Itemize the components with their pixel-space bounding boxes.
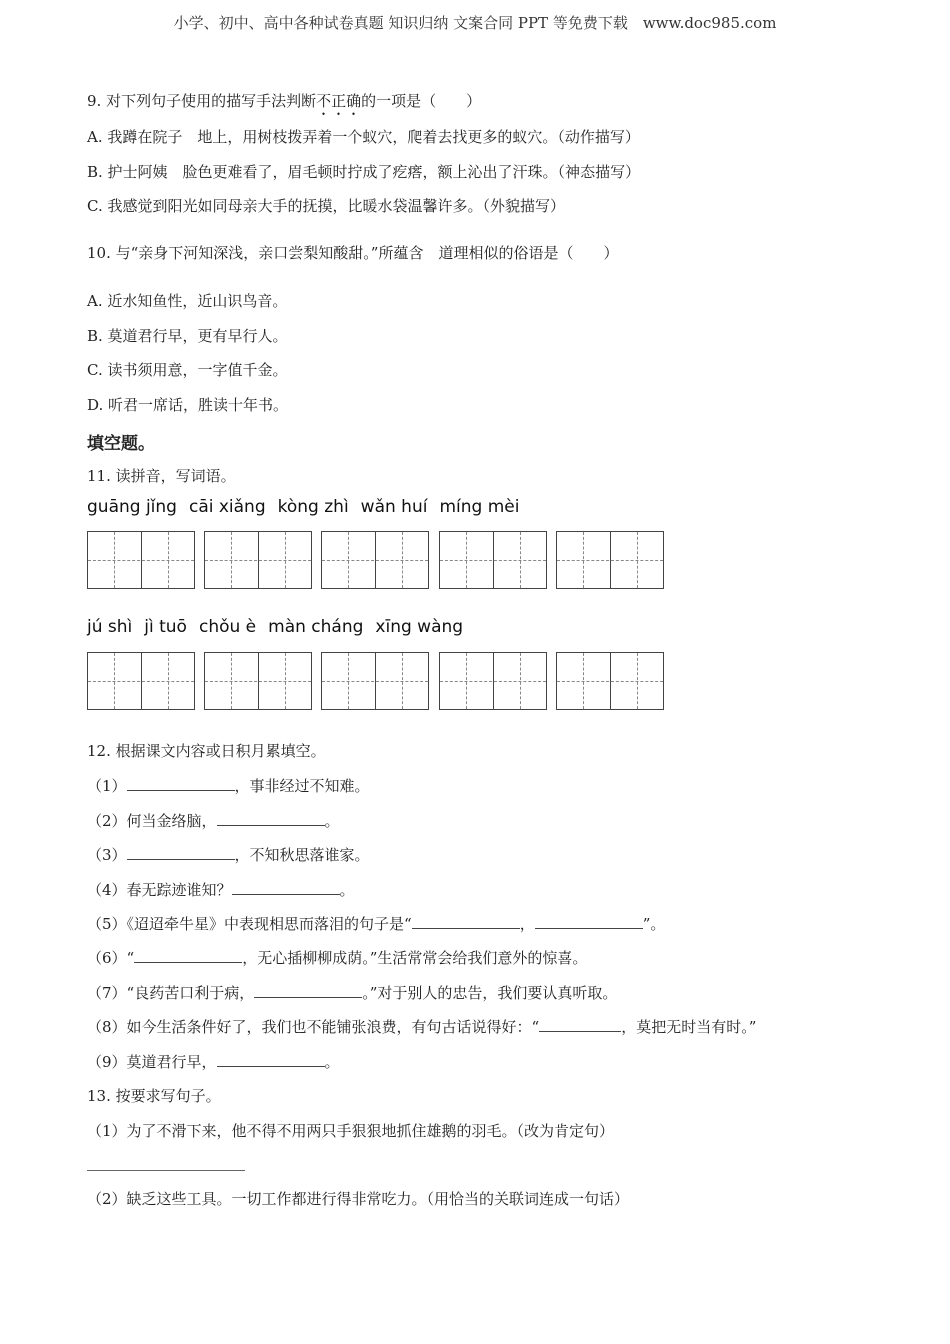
q9-option-b: B. 护士阿姨 脸色更难看了，眉毛顿时拧成了疙瘩，额上沁出了汗珠。（神态描写） — [87, 163, 641, 181]
q12-item-3: （3） ，不知秋思落谁家。 — [87, 846, 370, 864]
q12-item-9: （9）莫道君行早， 。 — [87, 1053, 340, 1071]
writing-grid[interactable] — [87, 652, 195, 710]
writing-grid[interactable] — [439, 652, 547, 710]
pinyin: xīng wàng — [375, 617, 464, 637]
writing-grid[interactable] — [439, 531, 547, 589]
answer-blank[interactable] — [127, 776, 235, 791]
pinyin-row-1 — [87, 497, 531, 517]
writing-grid[interactable] — [87, 531, 195, 589]
question-10-stem: 10. 与“亲身下河知深浅，亲口尝梨知酸甜。”所蕴含 道理相似的俗语是（ ） — [87, 244, 619, 262]
pinyin: cāi xiǎng — [188, 497, 266, 517]
answer-blank[interactable] — [254, 983, 362, 998]
q12-item-5: （5）《迢迢牵牛星》中表现相思而落泪的句子是“ ， ”。 — [87, 915, 666, 933]
pinyin: chǒu è — [198, 617, 257, 637]
q10-option-c: C. 读书须用意，一字值千金。 — [87, 361, 288, 379]
q9-stem-emphasis: 不正确 — [316, 92, 362, 110]
q10-option-a: A. 近水知鱼性，近山识鸟音。 — [87, 292, 288, 310]
q13-sentence-2: （2）缺乏这些工具。一切工作都进行得非常吃力。（用恰当的关联词连成一句话） — [87, 1190, 630, 1208]
pinyin: guāng jǐng — [87, 497, 177, 517]
answer-blank[interactable] — [535, 914, 643, 929]
answer-blank[interactable] — [539, 1017, 621, 1032]
answer-blank[interactable] — [127, 845, 235, 860]
writing-grid[interactable] — [556, 652, 664, 710]
pinyin: màn cháng — [268, 617, 364, 637]
writing-grid[interactable] — [204, 531, 312, 589]
q9-option-a: A. 我蹲在院子 地上，用树枝拨弄着一个蚁穴，爬着去找更多的蚁穴。（动作描写） — [87, 128, 640, 146]
question-9-stem — [87, 90, 481, 119]
pinyin: jú shì — [87, 617, 133, 637]
pinyin: jì tuō — [144, 617, 187, 637]
q9-stem-pre: 9. 对下列句子使用的描写手法判断 — [87, 92, 317, 110]
q10-option-b: B. 莫道君行早，更有早行人。 — [87, 327, 288, 345]
pinyin: kòng zhì — [277, 497, 349, 517]
writing-grid[interactable] — [321, 531, 429, 589]
q12-item-2: （2）何当金络脑， 。 — [87, 812, 340, 830]
pinyin: wǎn huí — [360, 497, 428, 517]
question-13-stem: 13. 按要求写句子。 — [87, 1087, 221, 1105]
answer-line[interactable] — [87, 1170, 245, 1171]
writing-grid[interactable] — [204, 652, 312, 710]
q12-item-6: （6）“ ，无心插柳柳成荫。”生活常常会给我们意外的惊喜。 — [87, 949, 588, 967]
question-12-stem: 12. 根据课文内容或日积月累填空。 — [87, 742, 326, 760]
q10-option-d: D. 听君一席话，胜读十年书。 — [87, 396, 289, 414]
q9-option-c: C. 我感觉到阳光如同母亲大手的抚摸，比暖水袋温馨许多。（外貌描写） — [87, 197, 565, 215]
q12-item-4: （4）春无踪迹谁知？ 。 — [87, 881, 355, 899]
answer-blank[interactable] — [217, 1052, 325, 1067]
writing-grid[interactable] — [321, 652, 429, 710]
pinyin: míng mèi — [439, 497, 520, 517]
q13-sentence-1: （1）为了不滑下来，他不得不用两只手狠狠地抓住雄鹅的羽毛。（改为肯定句） — [87, 1122, 615, 1140]
page-header: 小学、初中、高中各种试卷真题 知识归纳 文案合同 PPT 等免费下载 www.doc985.com — [173, 14, 777, 32]
answer-blank[interactable] — [217, 811, 325, 826]
pinyin-row-2 — [87, 617, 475, 637]
answer-blank[interactable] — [412, 914, 520, 929]
question-11-stem: 11. 读拼音，写词语。 — [87, 467, 236, 485]
q12-item-1: （1） ，事非经过不知难。 — [87, 777, 370, 795]
answer-blank[interactable] — [232, 880, 340, 895]
q12-item-8: （8）如今生活条件好了，我们也不能铺张浪费，有句古话说得好：“ ，莫把无时当有时。” — [87, 1018, 757, 1036]
section-title: 填空题。 — [87, 434, 155, 454]
answer-blank[interactable] — [134, 948, 242, 963]
writing-grid[interactable] — [556, 531, 664, 589]
q12-item-7: （7）“良药苦口利于病， 。”对于别人的忠告，我们要认真听取。 — [87, 984, 618, 1002]
q9-stem-post: 的一项是（ ） — [361, 92, 482, 110]
